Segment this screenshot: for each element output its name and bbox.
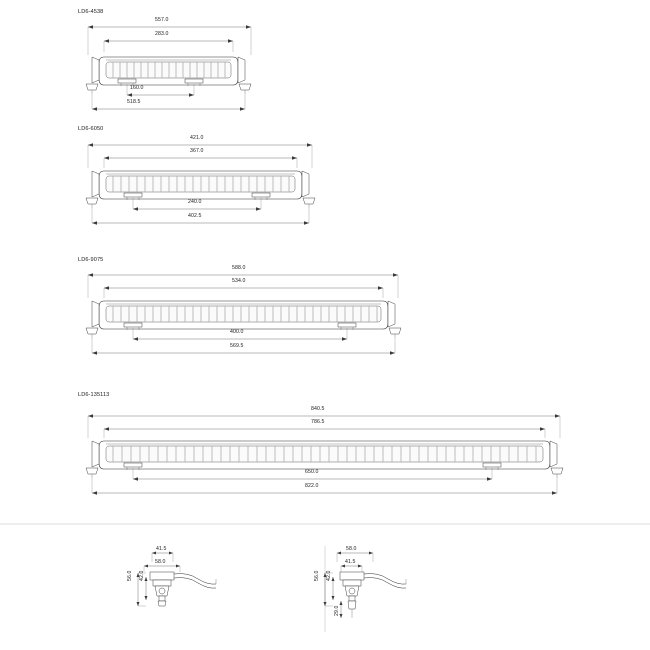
detail-right-dim-left-height: 56.0	[314, 570, 320, 581]
detail-left-dim-top-small: 41.5	[156, 546, 167, 552]
detail-left-geometry	[137, 552, 217, 607]
detail-right-dim-top-wide: 58.0	[346, 546, 357, 552]
part-number-label-4: LD6-135113	[78, 392, 110, 398]
dim-top-inner-3: 534.0	[232, 278, 246, 284]
dim-bottom-inner-2: 240.0	[188, 199, 202, 205]
detail-left-dim-inner-height: 42.0	[139, 570, 145, 581]
dim-top-outer-1: 557.0	[155, 17, 169, 23]
dim-bottom-inner-1: 160.0	[130, 85, 144, 91]
dim-top-inner-1: 283.0	[155, 31, 169, 37]
dim-bottom-inner-4: 650.0	[305, 469, 319, 475]
view-1-geometry	[86, 25, 251, 111]
detail-right-dim-inner-height: 42.0	[326, 570, 332, 581]
dim-bottom-outer-2: 402.5	[188, 213, 202, 219]
part-number-label-2: LD6-6050	[78, 126, 104, 132]
view-3-geometry	[86, 273, 401, 355]
dim-bottom-outer-1: 518.5	[127, 99, 141, 105]
dim-bottom-outer-3: 569.5	[230, 343, 244, 349]
dim-top-outer-2: 421.0	[190, 135, 204, 141]
dim-top-outer-3: 588.0	[232, 265, 246, 271]
part-number-label-3: LD6-9075	[78, 257, 104, 263]
detail-left-dim-top-wide: 58.0	[155, 559, 166, 565]
detail-right-dim-bottom-height: 29.0	[334, 605, 340, 616]
dim-bottom-inner-3: 400.0	[230, 329, 244, 335]
detail-right-dim-top-small: 41.5	[345, 559, 356, 565]
dim-top-inner-4: 786.5	[311, 419, 325, 425]
view-4-geometry	[86, 414, 563, 495]
dim-top-inner-2: 367.0	[190, 148, 204, 154]
part-number-label-1: LD6-4538	[78, 9, 104, 15]
detail-left-dim-left-height: 56.0	[127, 570, 133, 581]
dim-top-outer-4: 840.5	[311, 406, 325, 412]
dim-bottom-outer-4: 822.0	[305, 483, 319, 489]
